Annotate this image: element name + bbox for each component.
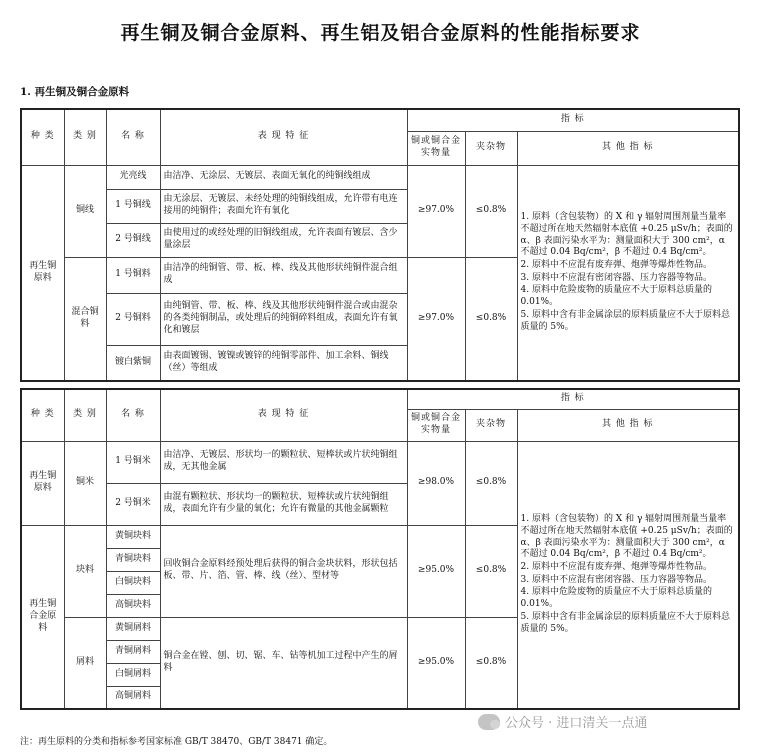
category-cell: 铜米	[64, 441, 106, 525]
impurity-cell: ≤0.8%	[465, 165, 517, 257]
appearance-cell: 由混有颗粒状、形状均一的颗粒状、短棒状或片状纯铜组成，表面允许有少量的氧化；允许有微量的其他金属颗粒	[160, 483, 407, 525]
category-cell: 铜线	[64, 165, 106, 257]
footnote: 注：再生原料的分类和指标参考国家标准 GB/T 38470、GB/T 38471 确定。	[20, 737, 333, 747]
other-indicator-item: 2. 原料中不应混有废弃弹、炮弹等爆炸性物品。	[520, 260, 712, 271]
section-subtitle: 1. 再生铜及铜合金原料	[20, 86, 130, 98]
name-cell: 镀白紫铜	[106, 345, 160, 381]
header-category: 类 别	[64, 389, 106, 441]
name-cell: 2 号铜料	[106, 293, 160, 345]
other-indicator-item: 2. 原料中不应混有废弃弹、炮弹等爆炸性物品。	[520, 562, 712, 573]
header-category: 类 别	[64, 109, 106, 165]
appearance-cell: 由无涂层、无镀层、未经处理的纯铜线组成，允许带有电连接用的纯铜件；表面允许有氧化	[160, 189, 407, 223]
name-cell: 黄铜屑料	[106, 617, 160, 640]
name-cell: 黄铜块料	[106, 525, 160, 548]
watermark	[478, 712, 647, 731]
appearance-cell: 由纯铜管、带、板、棒、线及其他形状纯铜件混合或由混杂的各类纯铜制品，或处理后的纯铜碎料组成，表面允许有氧化和镀层	[160, 293, 407, 345]
category-cell: 块料	[64, 525, 106, 617]
table-row	[21, 165, 739, 189]
page-title: 再生铜及铜合金原料、再生铝及铝合金原料的性能指标要求	[120, 22, 641, 44]
header-impurity: 夹杂物	[465, 409, 517, 441]
header-appearance: 表 现 特 征	[160, 389, 407, 441]
metal-content-cell: ≥97.0%	[407, 257, 465, 381]
appearance-cell: 由使用过的或经处理的旧铜线组成，允许表面有镀层、含少量涂层	[160, 223, 407, 257]
appearance-cell: 回收铜合金原料经预处理后获得的铜合金块状料，形状包括板、带、片、箔、管、棒、线（丝）、型材等	[160, 525, 407, 617]
other-indicator-item: 4. 原料中危险废物的质量应不大于原料总质量的 0.01%。	[520, 587, 712, 610]
appearance-cell: 由洁净的纯铜管、带、板、棒、线及其他形状纯铜件混合组成	[160, 257, 407, 293]
header-metal-content: 铜或铜合金实物量	[407, 131, 465, 165]
name-cell: 1 号铜料	[106, 257, 160, 293]
copy-raw-material-table-2	[20, 388, 740, 710]
other-indicators	[517, 165, 739, 381]
name-cell: 高铜块料	[106, 594, 160, 617]
other-indicator-item: 3. 原料中不应混有密闭容器、压力容器等物品。	[520, 272, 712, 283]
appearance-cell: 由表面镀锡、镀镍或镀锌的纯铜零部件、加工余料、铜线（丝）等组成	[160, 345, 407, 381]
name-cell: 青铜屑料	[106, 640, 160, 663]
name-cell: 白铜屑料	[106, 663, 160, 686]
other-indicator-item: 5. 原料中含有非金属涂层的原料质量应不大于原料总质量的 5%。	[520, 611, 730, 634]
impurity-cell: ≤0.8%	[465, 525, 517, 617]
other-indicator-item: 5. 原料中含有非金属涂层的原料质量应不大于原料总质量的 5%。	[520, 309, 730, 332]
metal-content-cell: ≥97.0%	[407, 165, 465, 257]
impurity-cell: ≤0.8%	[465, 257, 517, 381]
table-row	[21, 441, 739, 483]
header-indicators: 指 标	[407, 109, 739, 131]
header-other: 其 他 指 标	[517, 131, 739, 165]
wechat-icon	[478, 714, 500, 730]
other-indicator-item: 1. 原料（含包装物）的 X 和 γ 辐射周围剂量当量率不超过所在地天然辐射本底值 +0.25 μSv/h；表面的 α、β 表面污染水平为：测量面积大于 300 cm²，α 不超过 0.04 Bq/cm²，β 不超过 0.4 Bq/cm²。	[520, 212, 733, 258]
impurity-cell: ≤0.8%	[465, 617, 517, 709]
kind-cell: 再生铜原料	[21, 165, 64, 381]
name-cell: 2 号铜米	[106, 483, 160, 525]
appearance-cell: 由洁净、无涂层、无镀层、表面无氧化的纯铜线组成	[160, 165, 407, 189]
header-metal-content: 铜或铜合金实物量	[407, 409, 465, 441]
other-indicator-item: 3. 原料中不应混有密闭容器、压力容器等物品。	[520, 574, 712, 585]
header-name: 名 称	[106, 389, 160, 441]
header-kind: 种 类	[21, 109, 64, 165]
other-indicators	[517, 441, 739, 709]
name-cell: 1 号铜线	[106, 189, 160, 223]
other-indicator-item: 4. 原料中危险废物的质量应不大于原料总质量的 0.01%。	[520, 285, 712, 308]
header-appearance: 表 现 特 征	[160, 109, 407, 165]
header-name: 名 称	[106, 109, 160, 165]
metal-content-cell: ≥98.0%	[407, 441, 465, 525]
watermark-text: 公众号 · 进口清关一点通	[505, 716, 648, 731]
header-indicators: 指 标	[407, 389, 739, 409]
name-cell: 光亮线	[106, 165, 160, 189]
name-cell: 1 号铜米	[106, 441, 160, 483]
metal-content-cell: ≥95.0%	[407, 617, 465, 709]
metal-content-cell: ≥95.0%	[407, 525, 465, 617]
header-kind: 种 类	[21, 389, 64, 441]
name-cell: 2 号铜线	[106, 223, 160, 257]
category-cell: 混合铜料	[64, 257, 106, 381]
name-cell: 青铜块料	[106, 548, 160, 571]
other-indicator-item: 1. 原料（含包装物）的 X 和 γ 辐射周围剂量当量率不超过所在地天然辐射本底值 +0.25 μSv/h；表面的 α、β 表面污染水平为：测量面积大于 300 cm²，α 不超过 0.04 Bq/cm²，β 不超过 0.4 Bq/cm²。	[520, 514, 733, 560]
impurity-cell: ≤0.8%	[465, 441, 517, 525]
copy-raw-material-table-1	[20, 108, 740, 382]
category-cell: 屑料	[64, 617, 106, 709]
appearance-cell: 铜合金在镗、刨、切、锯、车、钻等机加工过程中产生的屑料	[160, 617, 407, 709]
kind-cell: 再生铜原料	[21, 441, 64, 525]
name-cell: 高铜屑料	[106, 686, 160, 709]
name-cell: 白铜块料	[106, 571, 160, 594]
header-impurity: 夹杂物	[465, 131, 517, 165]
header-other: 其 他 指 标	[517, 409, 739, 441]
kind-cell: 再生铜合金原料	[21, 525, 64, 709]
appearance-cell: 由洁净、无镀层、形状均一的颗粒状、短棒状或片状纯铜组成，无其他金属	[160, 441, 407, 483]
